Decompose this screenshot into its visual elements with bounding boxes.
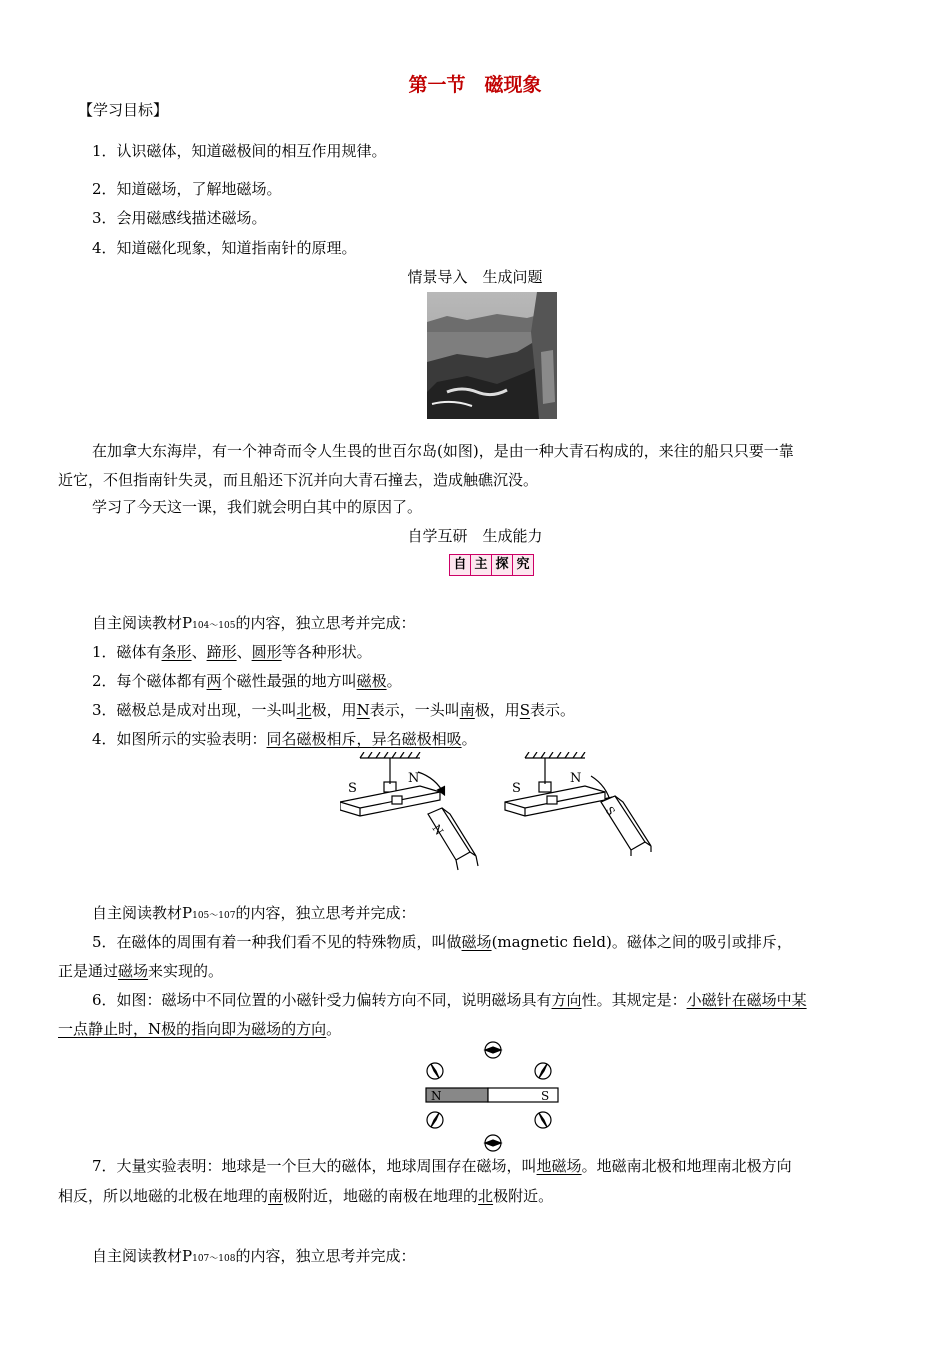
- section-heading-study: 自学互研 生成能力: [407, 527, 543, 545]
- question-4: 4．如图所示的实验表明：同名磁极相斥，异名磁极相吸。: [92, 730, 477, 748]
- intro-line-1: 在加拿大东海岸，有一个神奇而令人生畏的世百尔岛(如图)，是由一种大青石构成的，来往的船只只要一靠: [92, 442, 794, 460]
- question-1: 1．磁体有条形、蹄形、圆形等各种形状。: [92, 643, 372, 661]
- left-s-label: S: [348, 781, 357, 796]
- self-study-badge: 自 主 探 究: [449, 554, 534, 576]
- reading-instruction-3: 自主阅读教材P107～108的内容，独立思考并完成：: [92, 1247, 416, 1265]
- right-magnet-s-label: S: [602, 804, 618, 818]
- magnet-interaction-figure: [340, 752, 660, 872]
- question-5-line-2: 正是通过磁场来实现的。: [58, 962, 224, 980]
- reading-instruction-1: 自主阅读教材P104～105的内容，独立思考并完成：: [92, 614, 416, 632]
- left-magnet-n-label: N: [429, 822, 446, 838]
- goal-item: 2．知道磁场，了解地磁场。: [92, 180, 282, 198]
- goals-header: 【学习目标】: [78, 101, 169, 119]
- right-setup: [505, 752, 651, 856]
- goal-item: 3．会用磁感线描述磁场。: [92, 209, 267, 227]
- question-7-line-2: 相反，所以地磁的北极在地理的南极附近，地磁的南极在地理的北极附近。: [58, 1187, 554, 1205]
- right-n-label: N: [570, 771, 582, 786]
- bar-magnet-compass-figure: [415, 1040, 575, 1155]
- reading-instruction-2: 自主阅读教材P105～107的内容，独立思考并完成：: [92, 904, 416, 922]
- page-title: 第一节 磁现象: [408, 74, 542, 96]
- right-s-label: S: [512, 781, 521, 796]
- island-photo: [427, 292, 557, 419]
- question-7-line-1: 7．大量实验表明：地球是一个巨大的磁体，地球周围存在磁场，叫地磁场。地磁南北极和地理南北极方向: [92, 1157, 792, 1175]
- magnet-n-label: N: [431, 1089, 442, 1103]
- left-setup: [340, 752, 478, 870]
- intro-line-2: 近它，不但指南针失灵，而且船还下沉并向大青石撞去，造成触礁沉没。: [58, 471, 539, 489]
- question-5-line-1: 5．在磁体的周围有着一种我们看不见的特殊物质，叫做磁场(magnetic field)。磁体之间的吸引或排斥，: [92, 933, 792, 951]
- intro-line-3: 学习了今天这一课，我们就会明白其中的原因了。: [92, 498, 423, 516]
- question-2: 2．每个磁体都有两个磁性最强的地方叫磁极。: [92, 672, 402, 690]
- goal-item: 4．知道磁化现象，知道指南针的原理。: [92, 239, 357, 257]
- goal-item: 1．认识磁体，知道磁极间的相互作用规律。: [92, 142, 387, 160]
- question-6-line-1: 6．如图：磁场中不同位置的小磁针受力偏转方向不同，说明磁场具有方向性。其规定是：小磁针在磁场中某: [92, 991, 807, 1009]
- section-heading-intro: 情景导入 生成问题: [407, 268, 543, 286]
- question-3: 3．磁极总是成对出现，一头叫北极，用N表示，一头叫南极，用S表示。: [92, 701, 576, 719]
- magnet-s-label: S: [541, 1089, 550, 1103]
- left-n-label: N: [408, 771, 420, 786]
- question-6-line-2: 一点静止时，N极的指向即为磁场的方向。: [58, 1020, 342, 1038]
